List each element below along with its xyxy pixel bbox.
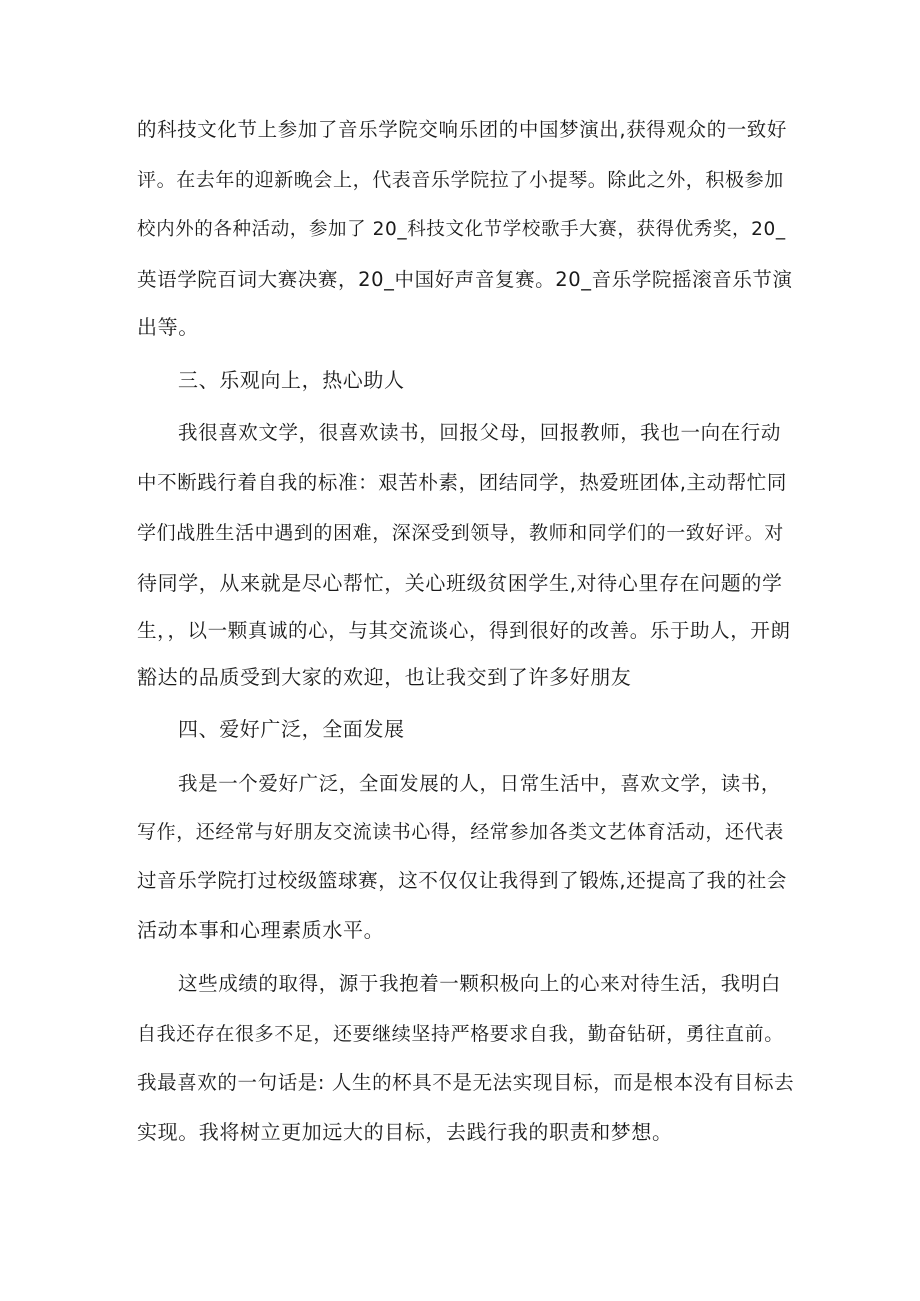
paragraph-1-line-4: 英语学院百词大赛决赛，20_中国好声音复赛。20_音乐学院摇滚音乐节演	[137, 268, 793, 291]
paragraph-3-line-2: 写作，还经常与好朋友交流读书心得，经常参加各类文艺体育活动，还代表	[137, 821, 784, 843]
paragraph-1-line-3: 校内外的各种活动，参加了 20_科技文化节学校歌手大赛，获得优秀奖，20_	[137, 219, 786, 240]
paragraph-3-line-4: 活动本事和心理素质水平。	[137, 918, 385, 942]
paragraph-2-line-4: 待同学，从来就是尽心帮忙，关心班级贫困学生,对待心里存在问题的学	[137, 571, 783, 595]
paragraph-4-line-3: 我最喜欢的一句话是: 人生的杯具不是无法实现目标，而是根本没有目标去	[137, 1071, 795, 1094]
paragraph-3-line-1: 我是一个爱好广泛，全面发展的人，日常生活中，喜欢文学，读书，	[178, 772, 782, 795]
paragraph-1-line-1: 的科技文化节上参加了音乐学院交响乐团的中国梦演出,获得观众的一致好	[137, 118, 787, 141]
section-heading-4: 四、爱好广泛，全面发展	[178, 717, 405, 741]
paragraph-2-line-1: 我很喜欢文学，很喜欢读书，回报父母，回报教师，我也一向在行动	[178, 421, 782, 444]
section-heading-3: 三、乐观向上，热心助人	[178, 368, 405, 392]
paragraph-2-line-2: 中不断践行着自我的标准：艰苦朴素，团结同学，热爱班团体,主动帮忙同	[137, 471, 787, 494]
paragraph-4-line-1: 这些成绩的取得，源于我抱着一颗积极向上的心来对待生活，我明白	[178, 972, 782, 995]
paragraph-2-line-5: 生，，以一颗真诚的心，与其交流谈心，得到很好的改善。乐于助人，开朗	[137, 619, 791, 642]
paragraph-1-line-2: 评。在去年的迎新晚会上，代表音乐学院拉了小提琴。除此之外，积极参加	[137, 169, 784, 191]
paragraph-4-line-2: 自我还存在很多不足，还要继续坚持严格要求自我，勤奋钻研，勇往直前。	[137, 1023, 784, 1045]
paragraph-4-line-4: 实现。我将树立更加远大的目标，去践行我的职责和梦想。	[137, 1120, 673, 1144]
paragraph-1-line-5: 出等。	[137, 315, 199, 339]
paragraph-2-line-6: 豁达的品质受到大家的欢迎，也让我交到了许多好朋友	[137, 665, 632, 689]
paragraph-3-line-3: 过音乐学院打过校级篮球赛，这不仅仅让我得到了锻炼,还提高了我的社会	[137, 869, 787, 892]
paragraph-2-line-3: 学们战胜生活中遇到的困难，深深受到领导，教师和同学们的一致好评。对	[137, 522, 784, 544]
